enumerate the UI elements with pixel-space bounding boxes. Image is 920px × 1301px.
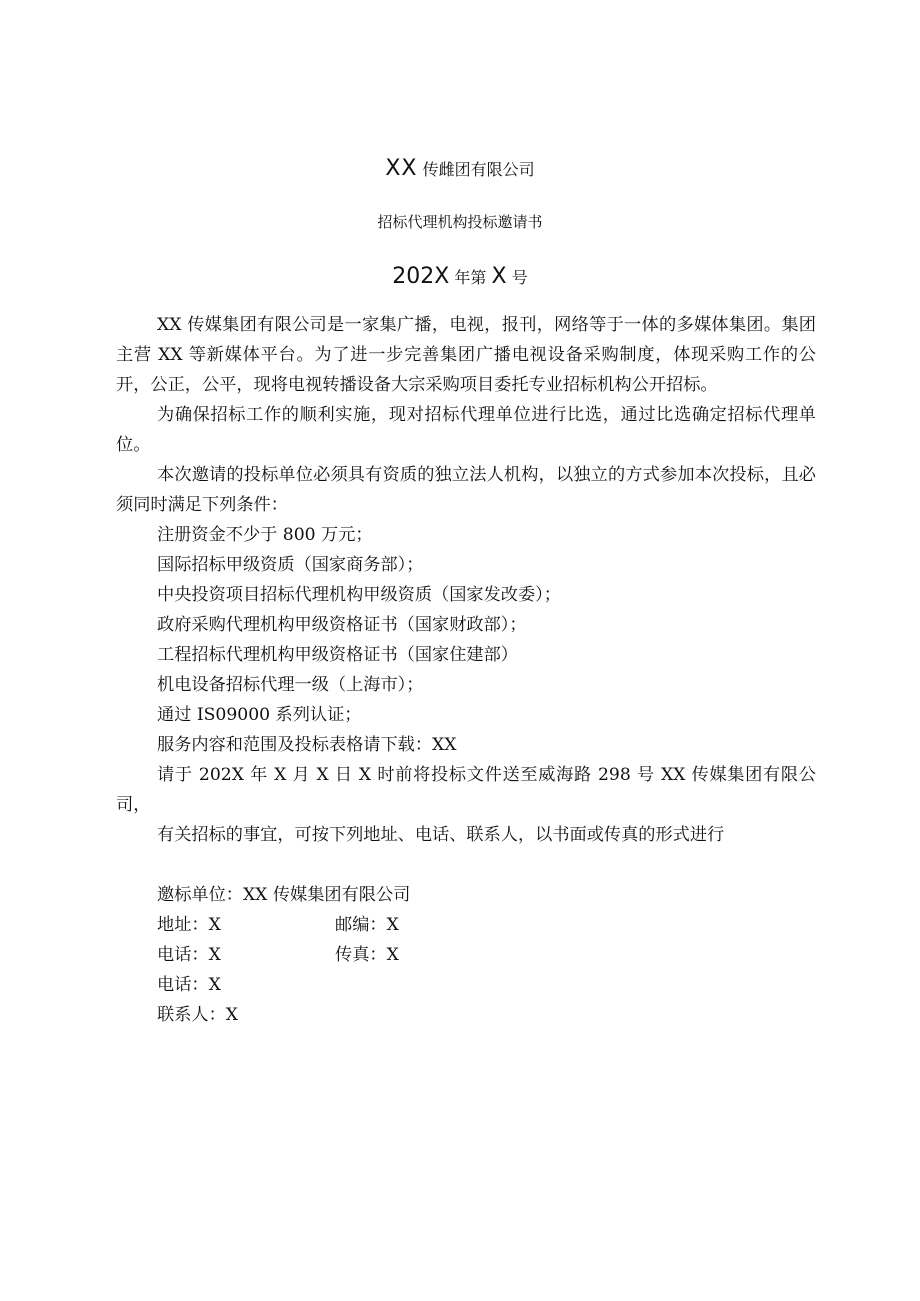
intro-paragraph-1: XX 传媒集团有限公司是一家集广播，电视，报刊，网络等于一体的多媒体集团。集团主营 XX 等新媒体平台。为了进一步完善集团广播电视设备采购制度，体现采购工作的公开，公正，公平，现将电视转播设备大宗采购项目委托专业招标机构公开招标。	[116, 315, 816, 395]
intro-paragraph-3: 本次邀请的投标单位必须具有资质的独立法人机构，以独立的方式参加本次投标，且必须同时满足下列条件：	[116, 465, 816, 515]
condition-item: 国际招标甲级资质（国家商务部）；	[157, 555, 424, 575]
contact-postcode: 邮编：X	[335, 915, 399, 935]
contact-address: 地址：X	[157, 915, 221, 935]
condition-item: 机电设备招标代理一级（上海市）；	[157, 675, 424, 695]
company-name-rest: 传雌团有限公司	[422, 160, 535, 179]
document-number	[0, 264, 920, 289]
closing-paragraph-1: 请于 202X 年 X 月 X 日 X 时前将投标文件送至威海路 298 号 XX 传媒集团有限公司，	[116, 765, 816, 815]
contact-phone-2: 电话：X	[157, 975, 221, 995]
number-year: 202X	[392, 264, 450, 289]
condition-item: 工程招标代理机构甲级资格证书（国家住建部）	[157, 645, 518, 665]
spacer	[116, 850, 816, 880]
intro-paragraph-2: 为确保招标工作的顺利实施，现对招标代理单位进行比选，通过比选确定招标代理单位。	[116, 405, 816, 455]
number-mid: 年第	[454, 268, 487, 287]
number-x: X	[491, 264, 507, 289]
closing-paragraph-2: 有关招标的事宜，可按下列地址、电话、联系人，以书面或传真的形式进行	[157, 825, 725, 845]
condition-item: 政府采购代理机构甲级资格证书（国家财政部）；	[157, 615, 527, 635]
letter-body	[116, 310, 816, 1030]
company-prefix: XX	[385, 156, 418, 181]
condition-item: 服务内容和范围及投标表格请下载：XX	[157, 735, 457, 755]
condition-item: 中央投资项目招标代理机构甲级资质（国家发改委）；	[157, 585, 561, 605]
condition-item: 注册资金不少于 800 万元；	[157, 525, 373, 545]
contact-inviter: 邀标单位：XX 传媒集团有限公司	[157, 885, 411, 905]
document-title: 招标代理机构投标邀请书	[377, 213, 543, 231]
contact-phone-1: 电话：X	[157, 945, 221, 965]
contact-row-address	[116, 910, 816, 940]
number-suffix: 号	[511, 268, 528, 287]
contact-fax: 传真：X	[335, 945, 399, 965]
contact-person: 联系人：X	[157, 1005, 238, 1025]
company-title	[0, 156, 920, 181]
condition-item: 通过 IS09000 系列认证；	[157, 705, 362, 725]
contact-row-phone	[116, 940, 816, 970]
